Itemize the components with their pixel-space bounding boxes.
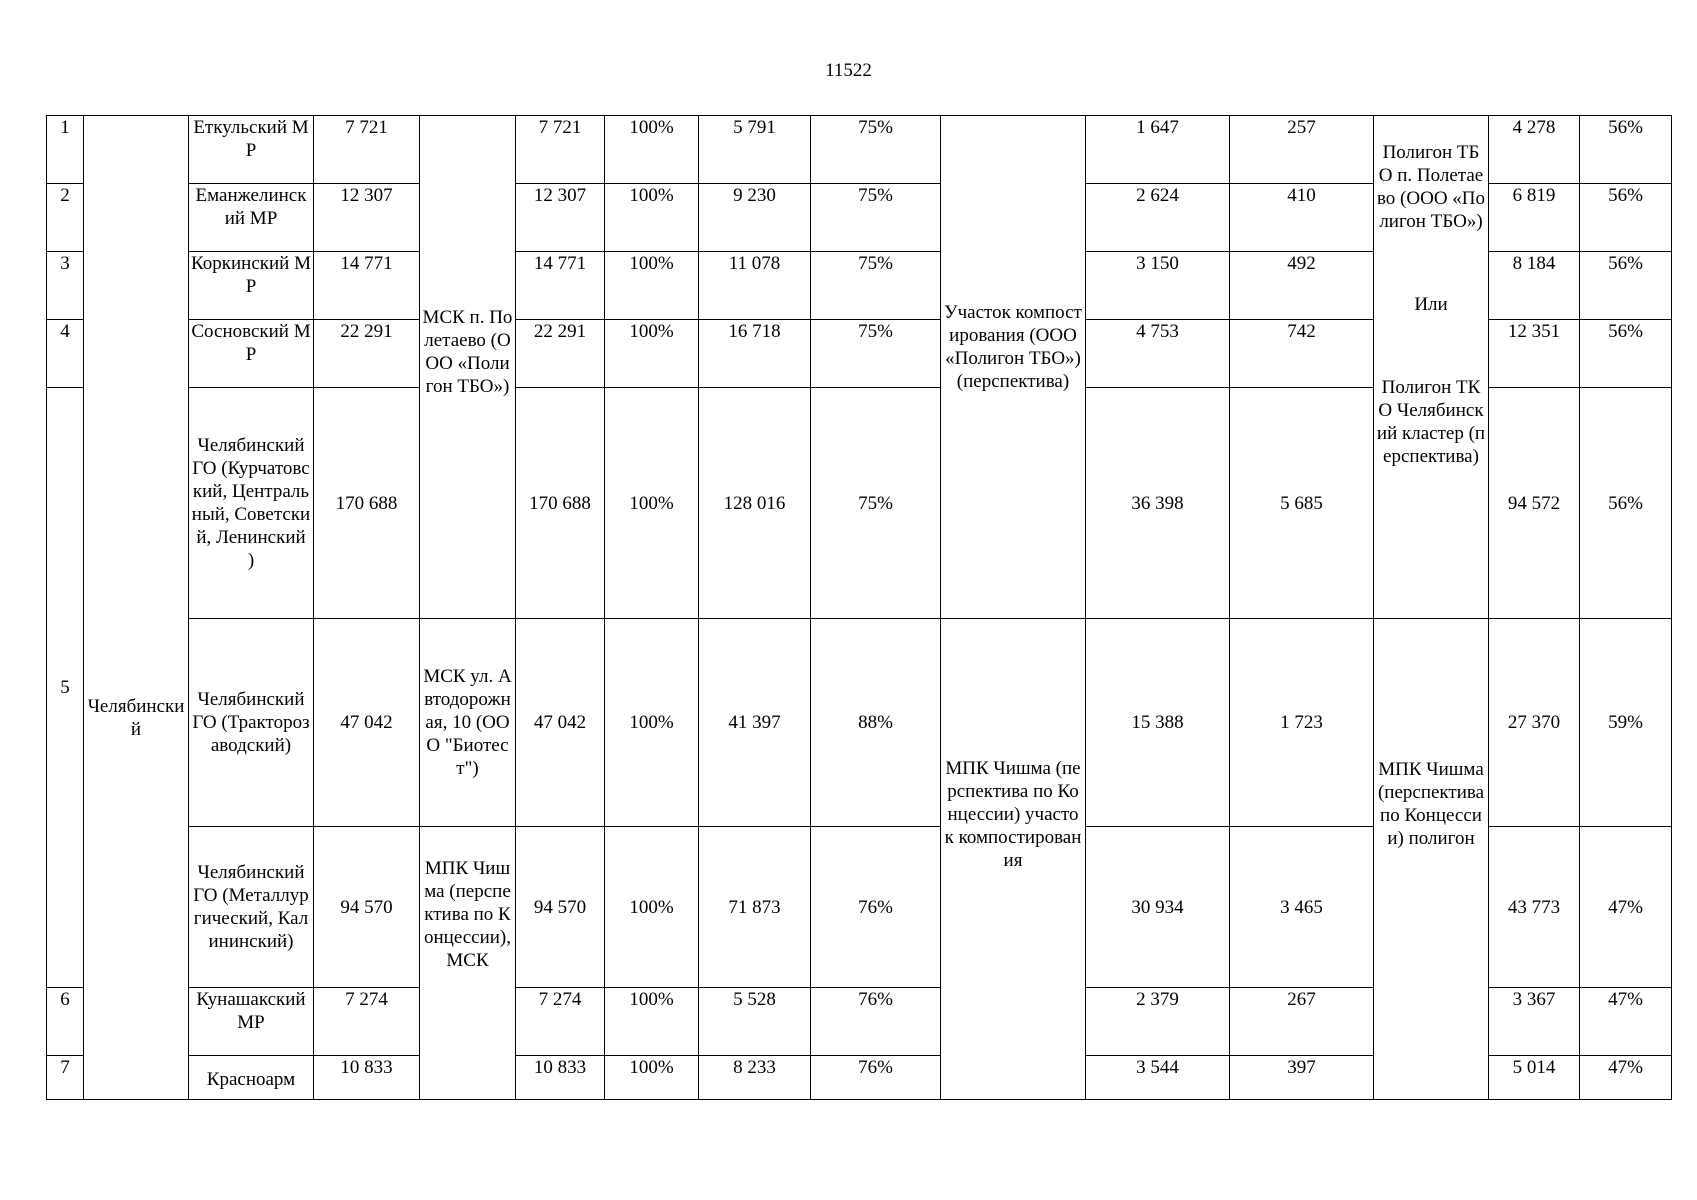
percent-cell: 56% [1580, 320, 1672, 388]
value-cell: 4 753 [1086, 320, 1230, 388]
value-cell: 36 398 [1086, 388, 1230, 619]
value-cell: 1 723 [1230, 619, 1374, 827]
value-cell: 8 233 [699, 1056, 811, 1100]
value-cell: 47 042 [314, 619, 420, 827]
sorting-site-chishma: МПК Чишма (перспектива по Концессии), МСК [420, 827, 516, 1100]
percent-cell: 59% [1580, 619, 1672, 827]
percent-cell: 56% [1580, 184, 1672, 252]
value-cell: 410 [1230, 184, 1374, 252]
landfill-or: Или [1414, 294, 1448, 315]
value-cell: 94 570 [314, 827, 420, 988]
row-number: 3 [47, 252, 84, 320]
value-cell: 7 721 [314, 116, 420, 184]
table-row [47, 116, 1672, 184]
percent-cell: 100% [605, 388, 699, 619]
value-cell: 5 791 [699, 116, 811, 184]
composting-polyotaevo: Участок компостирования (ООО «Полигон ТБО») (перспектива) [941, 116, 1086, 619]
percent-cell: 75% [811, 116, 941, 184]
municipality: Кунашакский МР [189, 988, 314, 1056]
region-cell: Челябинский [84, 116, 189, 1100]
composting-chishma: МПК Чишма (перспектива по Концессии) участок компостирования [941, 619, 1086, 1100]
value-cell: 22 291 [516, 320, 605, 388]
row-number: 2 [47, 184, 84, 252]
value-cell: 9 230 [699, 184, 811, 252]
value-cell: 742 [1230, 320, 1374, 388]
landfill-cell [1374, 116, 1489, 619]
value-cell: 10 833 [516, 1056, 605, 1100]
table-row [47, 619, 1672, 827]
percent-cell: 47% [1580, 988, 1672, 1056]
row-number: 6 [47, 988, 84, 1056]
value-cell: 4 278 [1489, 116, 1580, 184]
percent-cell: 75% [811, 252, 941, 320]
value-cell: 3 150 [1086, 252, 1230, 320]
value-cell: 2 379 [1086, 988, 1230, 1056]
percent-cell: 75% [811, 320, 941, 388]
value-cell: 8 184 [1489, 252, 1580, 320]
value-cell: 43 773 [1489, 827, 1580, 988]
percent-cell: 76% [811, 827, 941, 988]
value-cell: 10 833 [314, 1056, 420, 1100]
percent-cell: 100% [605, 1056, 699, 1100]
percent-cell: 76% [811, 988, 941, 1056]
value-cell: 22 291 [314, 320, 420, 388]
value-cell: 7 721 [516, 116, 605, 184]
municipality: Челябинский ГО (Тракторозаводский) [189, 619, 314, 827]
value-cell: 94 570 [516, 827, 605, 988]
value-cell: 14 771 [516, 252, 605, 320]
percent-cell: 100% [605, 116, 699, 184]
value-cell: 12 307 [516, 184, 605, 252]
value-cell: 6 819 [1489, 184, 1580, 252]
value-cell: 397 [1230, 1056, 1374, 1100]
value-cell: 170 688 [516, 388, 605, 619]
value-cell: 492 [1230, 252, 1374, 320]
value-cell: 47 042 [516, 619, 605, 827]
municipality: Еткульский МР [189, 116, 314, 184]
landfill-option-a: Полигон ТБО п. Полетаево (ООО «Полигон ТБО») [1376, 142, 1486, 232]
value-cell: 2 624 [1086, 184, 1230, 252]
percent-cell: 100% [605, 619, 699, 827]
percent-cell: 56% [1580, 116, 1672, 184]
percent-cell: 88% [811, 619, 941, 827]
value-cell: 7 274 [516, 988, 605, 1056]
percent-cell: 47% [1580, 827, 1672, 988]
value-cell: 5 014 [1489, 1056, 1580, 1100]
percent-cell: 100% [605, 988, 699, 1056]
percent-cell: 76% [811, 1056, 941, 1100]
row-number: 1 [47, 116, 84, 184]
value-cell: 5 528 [699, 988, 811, 1056]
municipality: Коркинский МР [189, 252, 314, 320]
percent-cell: 100% [605, 827, 699, 988]
value-cell: 3 544 [1086, 1056, 1230, 1100]
value-cell: 27 370 [1489, 619, 1580, 827]
value-cell: 12 351 [1489, 320, 1580, 388]
percent-cell: 56% [1580, 388, 1672, 619]
value-cell: 94 572 [1489, 388, 1580, 619]
page-number: 11522 [825, 60, 872, 81]
percent-cell: 75% [811, 388, 941, 619]
value-cell: 267 [1230, 988, 1374, 1056]
municipality: Еманжелинский МР [189, 184, 314, 252]
value-cell: 11 078 [699, 252, 811, 320]
landfill-option-b: Полигон ТКО Челябинский кластер (перспектива) [1376, 377, 1486, 467]
value-cell: 16 718 [699, 320, 811, 388]
row-number: 5 [47, 388, 84, 988]
municipality: Красноарм [189, 1056, 314, 1100]
percent-cell: 100% [605, 184, 699, 252]
percent-cell: 47% [1580, 1056, 1672, 1100]
sorting-site-avtodorozhnaya: МСК ул. Автодорожная, 10 (ООО "Биотест") [420, 619, 516, 827]
percent-cell: 75% [811, 184, 941, 252]
row-number: 4 [47, 320, 84, 388]
percent-cell: 100% [605, 252, 699, 320]
value-cell: 3 367 [1489, 988, 1580, 1056]
value-cell: 257 [1230, 116, 1374, 184]
value-cell: 128 016 [699, 388, 811, 619]
landfill-chishma: МПК Чишма (перспектива по Концессии) полигон [1374, 619, 1489, 1100]
value-cell: 170 688 [314, 388, 420, 619]
municipality: Сосновский МР [189, 320, 314, 388]
value-cell: 1 647 [1086, 116, 1230, 184]
value-cell: 14 771 [314, 252, 420, 320]
value-cell: 30 934 [1086, 827, 1230, 988]
municipality: Челябинский ГО (Металлургический, Калининский) [189, 827, 314, 988]
municipality: Челябинский ГО (Курчатовский, Центральный, Советский, Ленинский ) [189, 388, 314, 619]
percent-cell: 56% [1580, 252, 1672, 320]
waste-flow-table [46, 115, 1672, 1100]
value-cell: 3 465 [1230, 827, 1374, 988]
value-cell: 12 307 [314, 184, 420, 252]
value-cell: 41 397 [699, 619, 811, 827]
value-cell: 5 685 [1230, 388, 1374, 619]
sorting-site-polyotaevo: МСК п. Полетаево (ООО «Полигон ТБО») [420, 116, 516, 619]
row-number: 7 [47, 1056, 84, 1100]
value-cell: 7 274 [314, 988, 420, 1056]
value-cell: 15 388 [1086, 619, 1230, 827]
percent-cell: 100% [605, 320, 699, 388]
value-cell: 71 873 [699, 827, 811, 988]
